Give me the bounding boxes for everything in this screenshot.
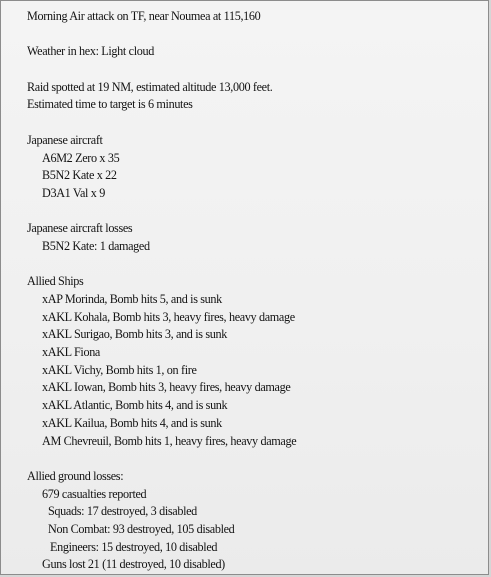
- spacer: [27, 114, 482, 132]
- squads-line: Squads: 17 destroyed, 3 disabled: [48, 504, 197, 519]
- spacer: [27, 450, 482, 468]
- japanese-losses-heading: Japanese aircraft losses: [27, 221, 133, 236]
- non-combat-line: Non Combat: 93 destroyed, 105 disabled: [48, 521, 235, 536]
- allied-ship-item: xAP Morinda, Bomb hits 5, and is sunk: [42, 292, 222, 306]
- japanese-losses-item: B5N2 Kate: 1 damaged: [42, 238, 150, 253]
- guns-lost-line: Guns lost 21 (11 destroyed, 10 disabled): [42, 557, 225, 572]
- ground-losses-heading: Allied ground losses:: [27, 468, 124, 483]
- japanese-aircraft-heading: Japanese aircraft: [27, 132, 103, 147]
- spacer: [27, 203, 482, 221]
- japanese-aircraft-item: D3A1 Val x 9: [42, 185, 105, 200]
- time-to-target-line: Estimated time to target is 6 minutes: [27, 97, 193, 112]
- japanese-aircraft-item: A6M2 Zero x 35: [42, 150, 120, 165]
- allied-ship-item: xAKL Atlantic, Bomb hits 4, and is sunk: [42, 398, 228, 413]
- report-headline: Morning Air attack on TF, near Noumea at 115,160: [27, 9, 261, 23]
- raid-spotted-line: Raid spotted at 19 NM, estimated altitude 13,000 feet.: [27, 79, 273, 94]
- allied-ship-item: xAKL Vichy, Bomb hits 1, on fire: [42, 362, 197, 377]
- allied-ship-item: xAKL Fiona: [42, 345, 100, 360]
- allied-ship-item: xAKL Iowan, Bomb hits 3, heavy fires, heavy damage: [42, 380, 291, 395]
- engineers-line: Engineers: 15 destroyed, 10 disabled: [50, 539, 218, 554]
- spacer: [27, 256, 482, 274]
- casualties-line: 679 casualties reported: [42, 486, 147, 501]
- allied-ship-item: xAKL Kailua, Bomb hits 4, and is sunk: [42, 415, 222, 430]
- allied-ships-heading: Allied Ships: [27, 274, 84, 289]
- weather-line: Weather in hex: Light cloud: [27, 44, 154, 59]
- japanese-aircraft-item: B5N2 Kate x 22: [42, 168, 117, 183]
- allied-ship-item: xAKL Surigao, Bomb hits 3, and is sunk: [42, 327, 227, 342]
- combat-report-text: [27, 8, 482, 574]
- spacer: [27, 61, 482, 79]
- allied-ship-item: AM Chevreuil, Bomb hits 1, heavy fires, heavy damage: [42, 433, 297, 448]
- spacer: [27, 26, 482, 44]
- allied-ship-item: xAKL Kohala, Bomb hits 3, heavy fires, heavy damage: [42, 309, 295, 324]
